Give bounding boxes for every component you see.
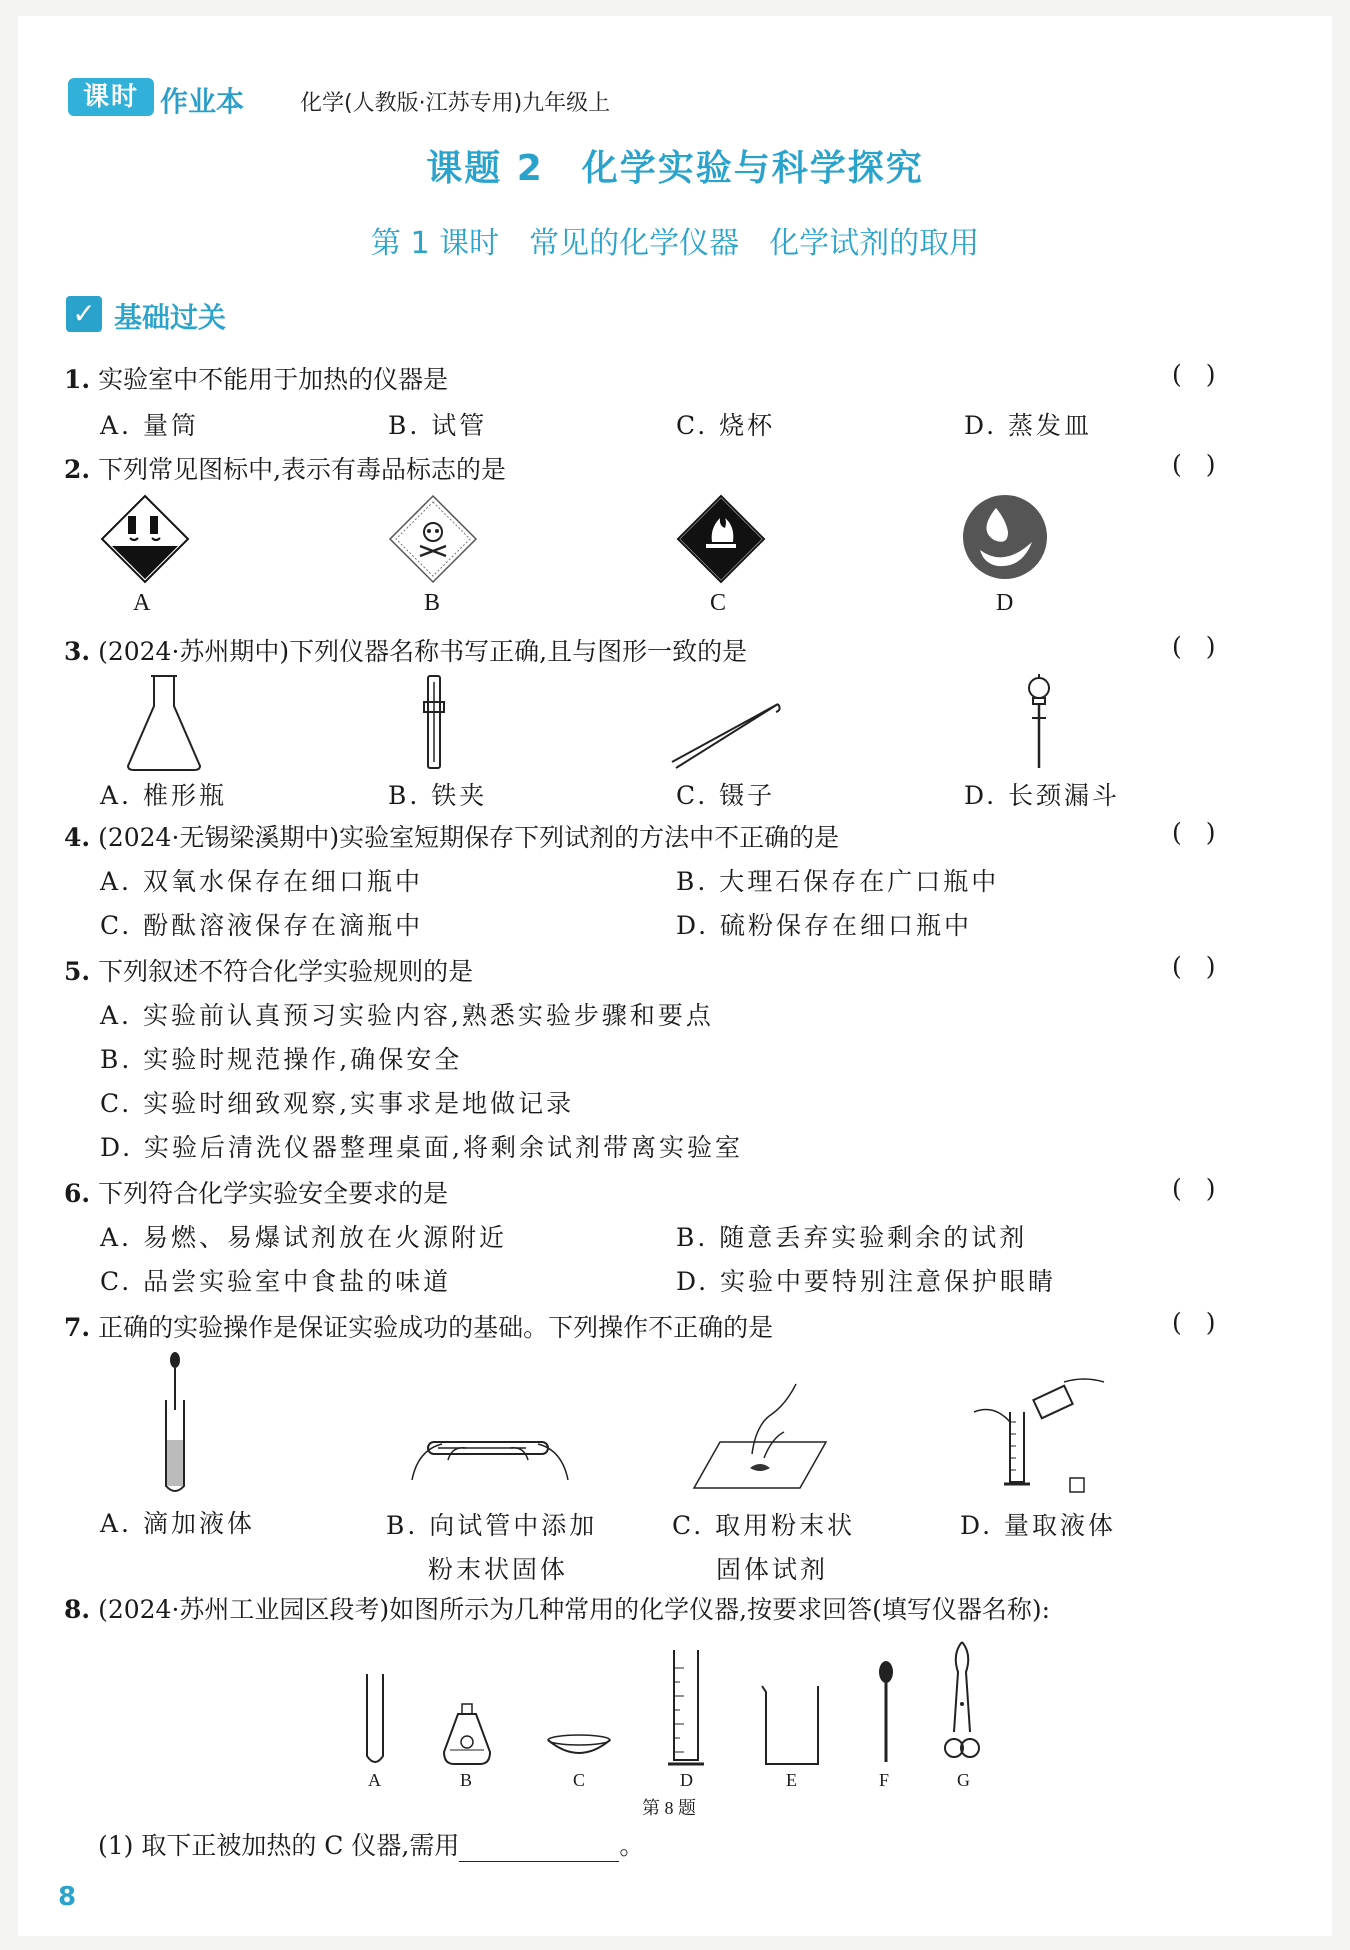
q4-answer-paren[interactable]: ( ) — [1172, 818, 1224, 847]
q4-option-c: C. 酚酞溶液保存在滴瓶中 — [100, 911, 424, 940]
q7-text: 正确的实验操作是保证实验成功的基础。下列操作不正确的是 — [98, 1313, 774, 1342]
add-powder-to-tube-icon — [408, 1420, 572, 1490]
q5-option-b: B. 实验时规范操作,确保安全 — [100, 1045, 463, 1074]
q7-option-b-line1: B. 向试管中添加 — [386, 1511, 598, 1540]
q8-sub1-blank[interactable] — [459, 1837, 619, 1862]
q7-stem — [64, 1308, 773, 1344]
q7-option-c-line1: C. 取用粉末状 — [672, 1511, 856, 1540]
test-tube-holder-icon — [420, 672, 450, 772]
q1-number: 1. — [64, 365, 91, 394]
q3-option-b: B. 铁夹 — [388, 781, 488, 810]
q2-label-d: D — [996, 590, 1014, 616]
dropper-icon — [876, 1660, 896, 1766]
q8-label-b: B — [460, 1770, 473, 1790]
q8-label-g: G — [957, 1770, 970, 1790]
q7-number: 7. — [64, 1313, 91, 1342]
q8-label-d: D — [680, 1770, 693, 1790]
q6-option-c: C. 品尝实验室中食盐的味道 — [100, 1267, 452, 1296]
tweezers-icon — [670, 700, 782, 770]
q3-answer-paren[interactable]: ( ) — [1172, 632, 1224, 661]
crucible-tongs-icon — [944, 1640, 980, 1766]
q6-answer-paren[interactable]: ( ) — [1172, 1174, 1224, 1203]
q4-stem — [64, 818, 839, 854]
q1-answer-paren[interactable]: ( ) — [1172, 360, 1224, 389]
q6-option-a: A. 易燃、易爆试剂放在火源附近 — [100, 1223, 507, 1252]
test-tube-icon — [364, 1672, 386, 1768]
q2-label-c: C — [710, 590, 727, 616]
q1-text: 实验室中不能用于加热的仪器是 — [98, 365, 449, 394]
beaker-icon — [760, 1684, 822, 1766]
dropping-funnel-icon — [1024, 672, 1054, 772]
q5-option-d: D. 实验后清洗仪器整理桌面,将剩余试剂带离实验室 — [100, 1133, 743, 1162]
dropper-in-tube-icon — [160, 1350, 190, 1496]
q1-option-b: B. 试管 — [388, 411, 488, 440]
q7-option-d: D. 量取液体 — [960, 1511, 1117, 1540]
q2-stem — [64, 450, 506, 486]
q6-option-d: D. 实验中要特别注意保护眼睛 — [676, 1267, 1057, 1296]
q8-sub1-text: (1) 取下正被加热的 C 仪器,需用 — [98, 1831, 460, 1860]
flammable-sign-icon — [676, 494, 766, 584]
book-subject: 化学(人教版·江苏专用)九年级上 — [300, 91, 611, 116]
q2-text: 下列常见图标中,表示有毒品标志的是 — [98, 455, 507, 484]
book-logo: 课时 — [68, 78, 154, 116]
q6-option-b: B. 随意丢弃实验剩余的试剂 — [676, 1223, 1028, 1252]
q5-option-c: C. 实验时细致观察,实事求是地做记录 — [100, 1089, 575, 1118]
q4-option-a: A. 双氧水保存在细口瓶中 — [100, 867, 423, 896]
q5-answer-paren[interactable]: ( ) — [1172, 952, 1224, 981]
q8-label-c: C — [573, 1770, 586, 1790]
q8-stem — [64, 1590, 1050, 1626]
q6-number: 6. — [64, 1179, 91, 1208]
evaporating-dish-icon — [546, 1732, 612, 1762]
q5-option-a: A. 实验前认真预习实验内容,熟悉实验步骤和要点 — [100, 1001, 714, 1030]
q5-text: 下列叙述不符合化学实验规则的是 — [98, 957, 474, 986]
q3-stem — [64, 632, 747, 668]
alcohol-lamp-icon — [440, 1702, 494, 1766]
q7-option-c-line2: 固体试剂 — [716, 1555, 829, 1584]
page-number: 8 — [58, 1882, 77, 1912]
q8-figure-caption: 第 8 题 — [642, 1798, 696, 1818]
q4-text: (2024·无锡梁溪期中)实验室短期保存下列试剂的方法中不正确的是 — [98, 823, 840, 852]
q5-number: 5. — [64, 957, 91, 986]
q4-option-d: D. 硫粉保存在细口瓶中 — [676, 911, 973, 940]
q3-text: (2024·苏州期中)下列仪器名称书写正确,且与图形一致的是 — [98, 637, 748, 666]
measure-liquid-cylinder-icon — [964, 1372, 1114, 1502]
q8-sub1 — [98, 1826, 644, 1862]
q2-label-b: B — [424, 590, 441, 616]
q4-number: 4. — [64, 823, 91, 852]
lesson-subtitle: 第 1 课时 常见的化学仪器 化学试剂的取用 — [370, 226, 980, 261]
q3-option-c: C. 镊子 — [676, 781, 776, 810]
q8-text: (2024·苏州工业园区段考)如图所示为几种常用的化学仪器,按要求回答(填写仪器名称): — [98, 1595, 1051, 1624]
section-label: 基础过关 — [114, 301, 227, 334]
q3-option-a: A. 椎形瓶 — [100, 781, 227, 810]
q7-option-b-line2: 粉末状固体 — [428, 1555, 569, 1584]
toxic-sign-icon — [388, 494, 478, 584]
lesson-title: 课题 2 化学实验与科学探究 — [426, 148, 924, 189]
q8-label-a: A — [368, 1770, 381, 1790]
q1-option-c: C. 烧杯 — [676, 411, 776, 440]
q5-stem — [64, 952, 473, 988]
q8-label-e: E — [786, 1770, 797, 1790]
q8-label-f: F — [879, 1770, 890, 1790]
corrosive-sign-icon — [100, 494, 190, 584]
conical-flask-icon — [124, 672, 204, 772]
q3-number: 3. — [64, 637, 91, 666]
q7-option-a: A. 滴加液体 — [100, 1509, 255, 1538]
q2-number: 2. — [64, 455, 91, 484]
q6-text: 下列符合化学实验安全要求的是 — [98, 1179, 449, 1208]
graduated-cylinder-icon — [668, 1648, 704, 1768]
q1-option-a: A. 量筒 — [100, 411, 199, 440]
q8-sub1-end: 。 — [619, 1831, 645, 1860]
q7-answer-paren[interactable]: ( ) — [1172, 1308, 1224, 1337]
water-saving-sign-icon — [962, 494, 1048, 580]
q2-answer-paren[interactable]: ( ) — [1172, 450, 1224, 479]
q1-option-d: D. 蒸发皿 — [964, 411, 1093, 440]
book-name: 作业本 — [160, 85, 245, 118]
q6-stem — [64, 1174, 448, 1210]
q2-label-a: A — [133, 590, 151, 616]
q3-option-d: D. 长颈漏斗 — [964, 781, 1121, 810]
check-icon: ✓ — [66, 296, 102, 332]
q4-option-b: B. 大理石保存在广口瓶中 — [676, 867, 1000, 896]
q1-stem — [64, 360, 448, 396]
q8-number: 8. — [64, 1595, 91, 1624]
take-powder-by-hand-icon — [690, 1382, 830, 1492]
